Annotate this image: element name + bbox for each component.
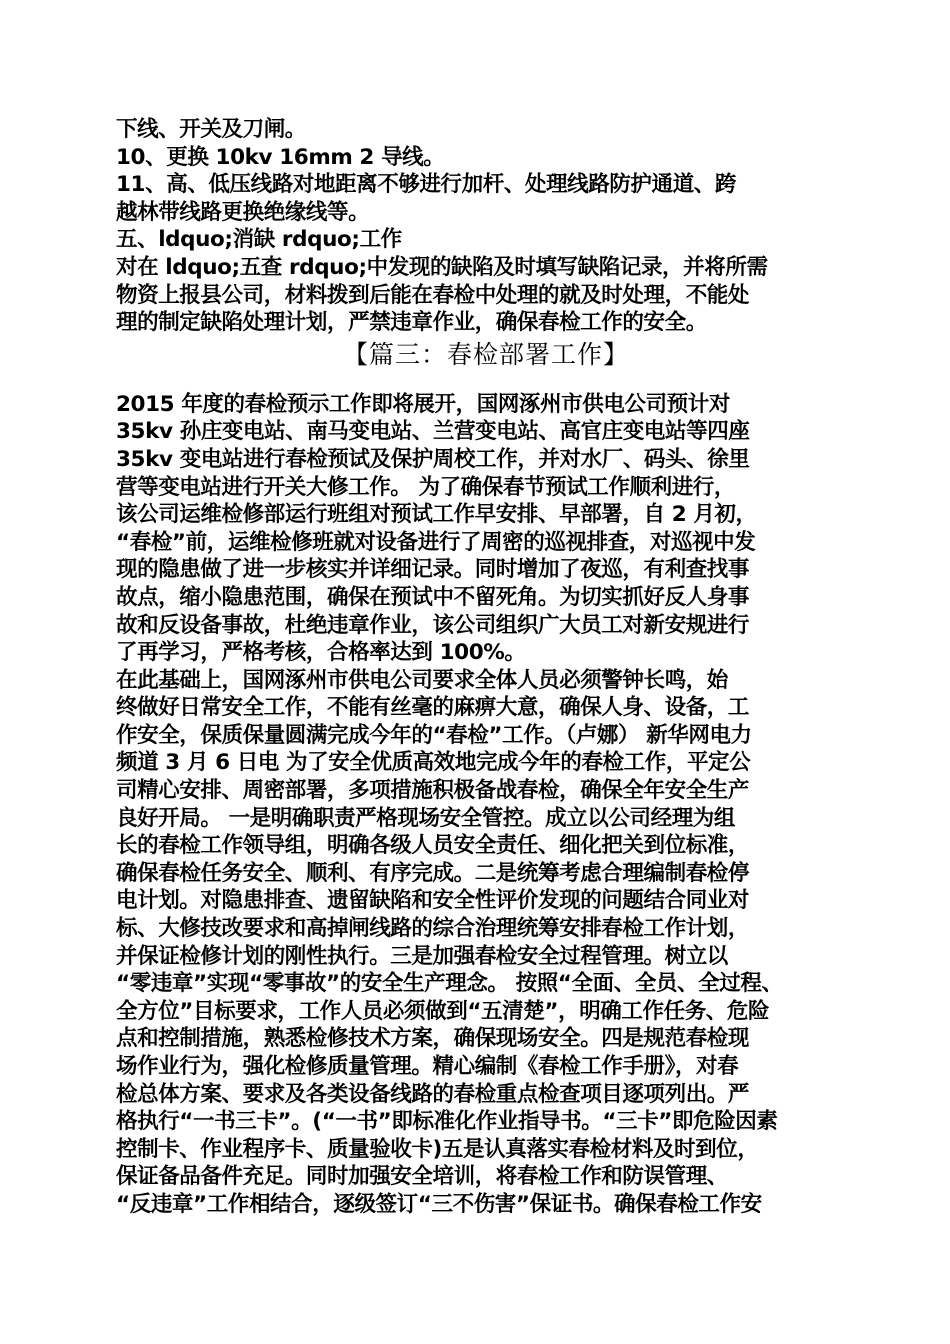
text-line: 场作业行为，强化检修质量管理。精心编制《春检工作手册》，对春 [116,1054,739,1079]
text-line: 终做好日常安全工作，不能有丝毫的麻痹大意，确保人身、设备，工 [116,695,750,721]
text-line: 物资上报县公司，材料拨到后能在春检中处理的就及时处理，不能处 [116,282,750,308]
text-line: 2015 年度的春检预示工作即将展开，国网涿州市供电公司预计对 [116,391,730,417]
text-line: “零违章”实现“零事故”的安全生产理念。 按照“全面、全员、全过程、 [116,971,783,997]
text-line: 对在 ldquo;五查 rdquo;中发现的缺陷及时填写缺陷记录，并将所需 [116,254,768,280]
text-line: 理的制定缺陷处理计划，严禁违章作业，确保春检工作的安全。 [116,310,707,336]
text-block-defect-section [116,116,846,337]
section-heading: 【篇三：春检部署工作】 [342,339,629,369]
text-line: 司精心安排、周密部署，多项措施积极备战春检，确保全年安全生产 [116,778,750,804]
text-line: 现的隐患做了进一步核实并详细记录。同时增加了夜巡，有利查找事 [116,557,750,583]
text-line: 检总体方案、要求及各类设备线路的春检重点检查项目逐项列出。严 [116,1081,750,1107]
text-line: “反违章”工作相结合，逐级签订“三不伤害”保证书。确保春检工作安 [116,1191,762,1217]
text-block-spring-inspection [116,391,846,1219]
text-line: 营等变电站进行开关大修工作。 为了确保春节预试工作顺利进行， [116,474,735,500]
text-line: 长的春检工作领导组，明确各级人员安全责任、细化把关到位标准， [116,833,750,859]
text-line: 越林带线路更换绝缘线等。 [116,199,370,225]
text-line: 11、高、低压线路对地距离不够进行加杆、处理线路防护通道、跨 [116,172,736,198]
text-line: 故点，缩小隐患范围，确保在预试中不留死角。为切实抓好反人身事 [116,584,750,610]
text-line: 35kv 变电站进行春检预试及保护周校工作，并对水厂、码头、徐里 [116,446,750,472]
text-line: 35kv 孙庄变电站、南马变电站、兰营变电站、高官庄变电站等四座 [116,419,750,445]
text-line: 格执行“一书三卡”。(“一书”即标准化作业指导书。“三卡”即危险因素 [116,1109,778,1135]
text-line: 控制卡、作业程序卡、质量验收卡)五是认真落实春检材料及时到位， [116,1136,759,1162]
text-line: 保证备品备件充足。同时加强安全培训，将春检工作和防误管理、 [116,1164,728,1190]
text-line: 频道 3 月 6 日电 为了安全优质高效地完成今年的春检工作，平定公 [116,750,751,776]
text-line: 五、ldquo;消缺 rdquo;工作 [116,227,402,253]
text-line: 在此基础上，国网涿州市供电公司要求全体人员必须警钟长鸣，始 [116,667,728,693]
text-line: 10、更换 10kv 16mm 2 导线。 [116,144,445,170]
text-line: 全方位”目标要求，工作人员必须做到“五清楚”，明确工作任务、危险 [116,998,770,1024]
text-line: 确保春检任务安全、顺利、有序完成。二是统筹考虑合理编制春检停 [116,860,750,886]
text-line: 了再学习，严格考核，合格率达到 100%。 [116,640,526,666]
document-page [116,116,846,1219]
text-line: “春检”前，运维检修班就对设备进行了周密的巡视排查，对巡视中发 [116,529,756,555]
text-line: 电计划。对隐患排查、遗留缺陷和安全性评价发现的问题结合同业对 [116,888,750,914]
text-line: 下线、开关及刀闸。 [116,117,306,142]
text-line: 点和控制措施，熟悉检修技术方案，确保现场安全。四是规范春检现 [116,1026,750,1052]
text-line: 并保证检修计划的刚性执行。三是加强春检安全过程管理。树立以 [116,943,728,969]
text-line: 该公司运维检修部运行班组对预试工作早安排、早部署，自 2 月初， [116,502,757,528]
text-line: 标、大修技改要求和高掉闸线路的综合治理统筹安排春检工作计划， [116,916,750,942]
text-line: 故和反设备事故，杜绝违章作业，该公司组织广大员工对新安规进行 [116,612,750,638]
text-line: 良好开局。 一是明确职责严格现场安全管控。成立以公司经理为组 [116,805,735,831]
text-line: 作安全，保质保量圆满完成今年的“春检”工作。（卢娜） 新华网电力 [116,722,752,748]
